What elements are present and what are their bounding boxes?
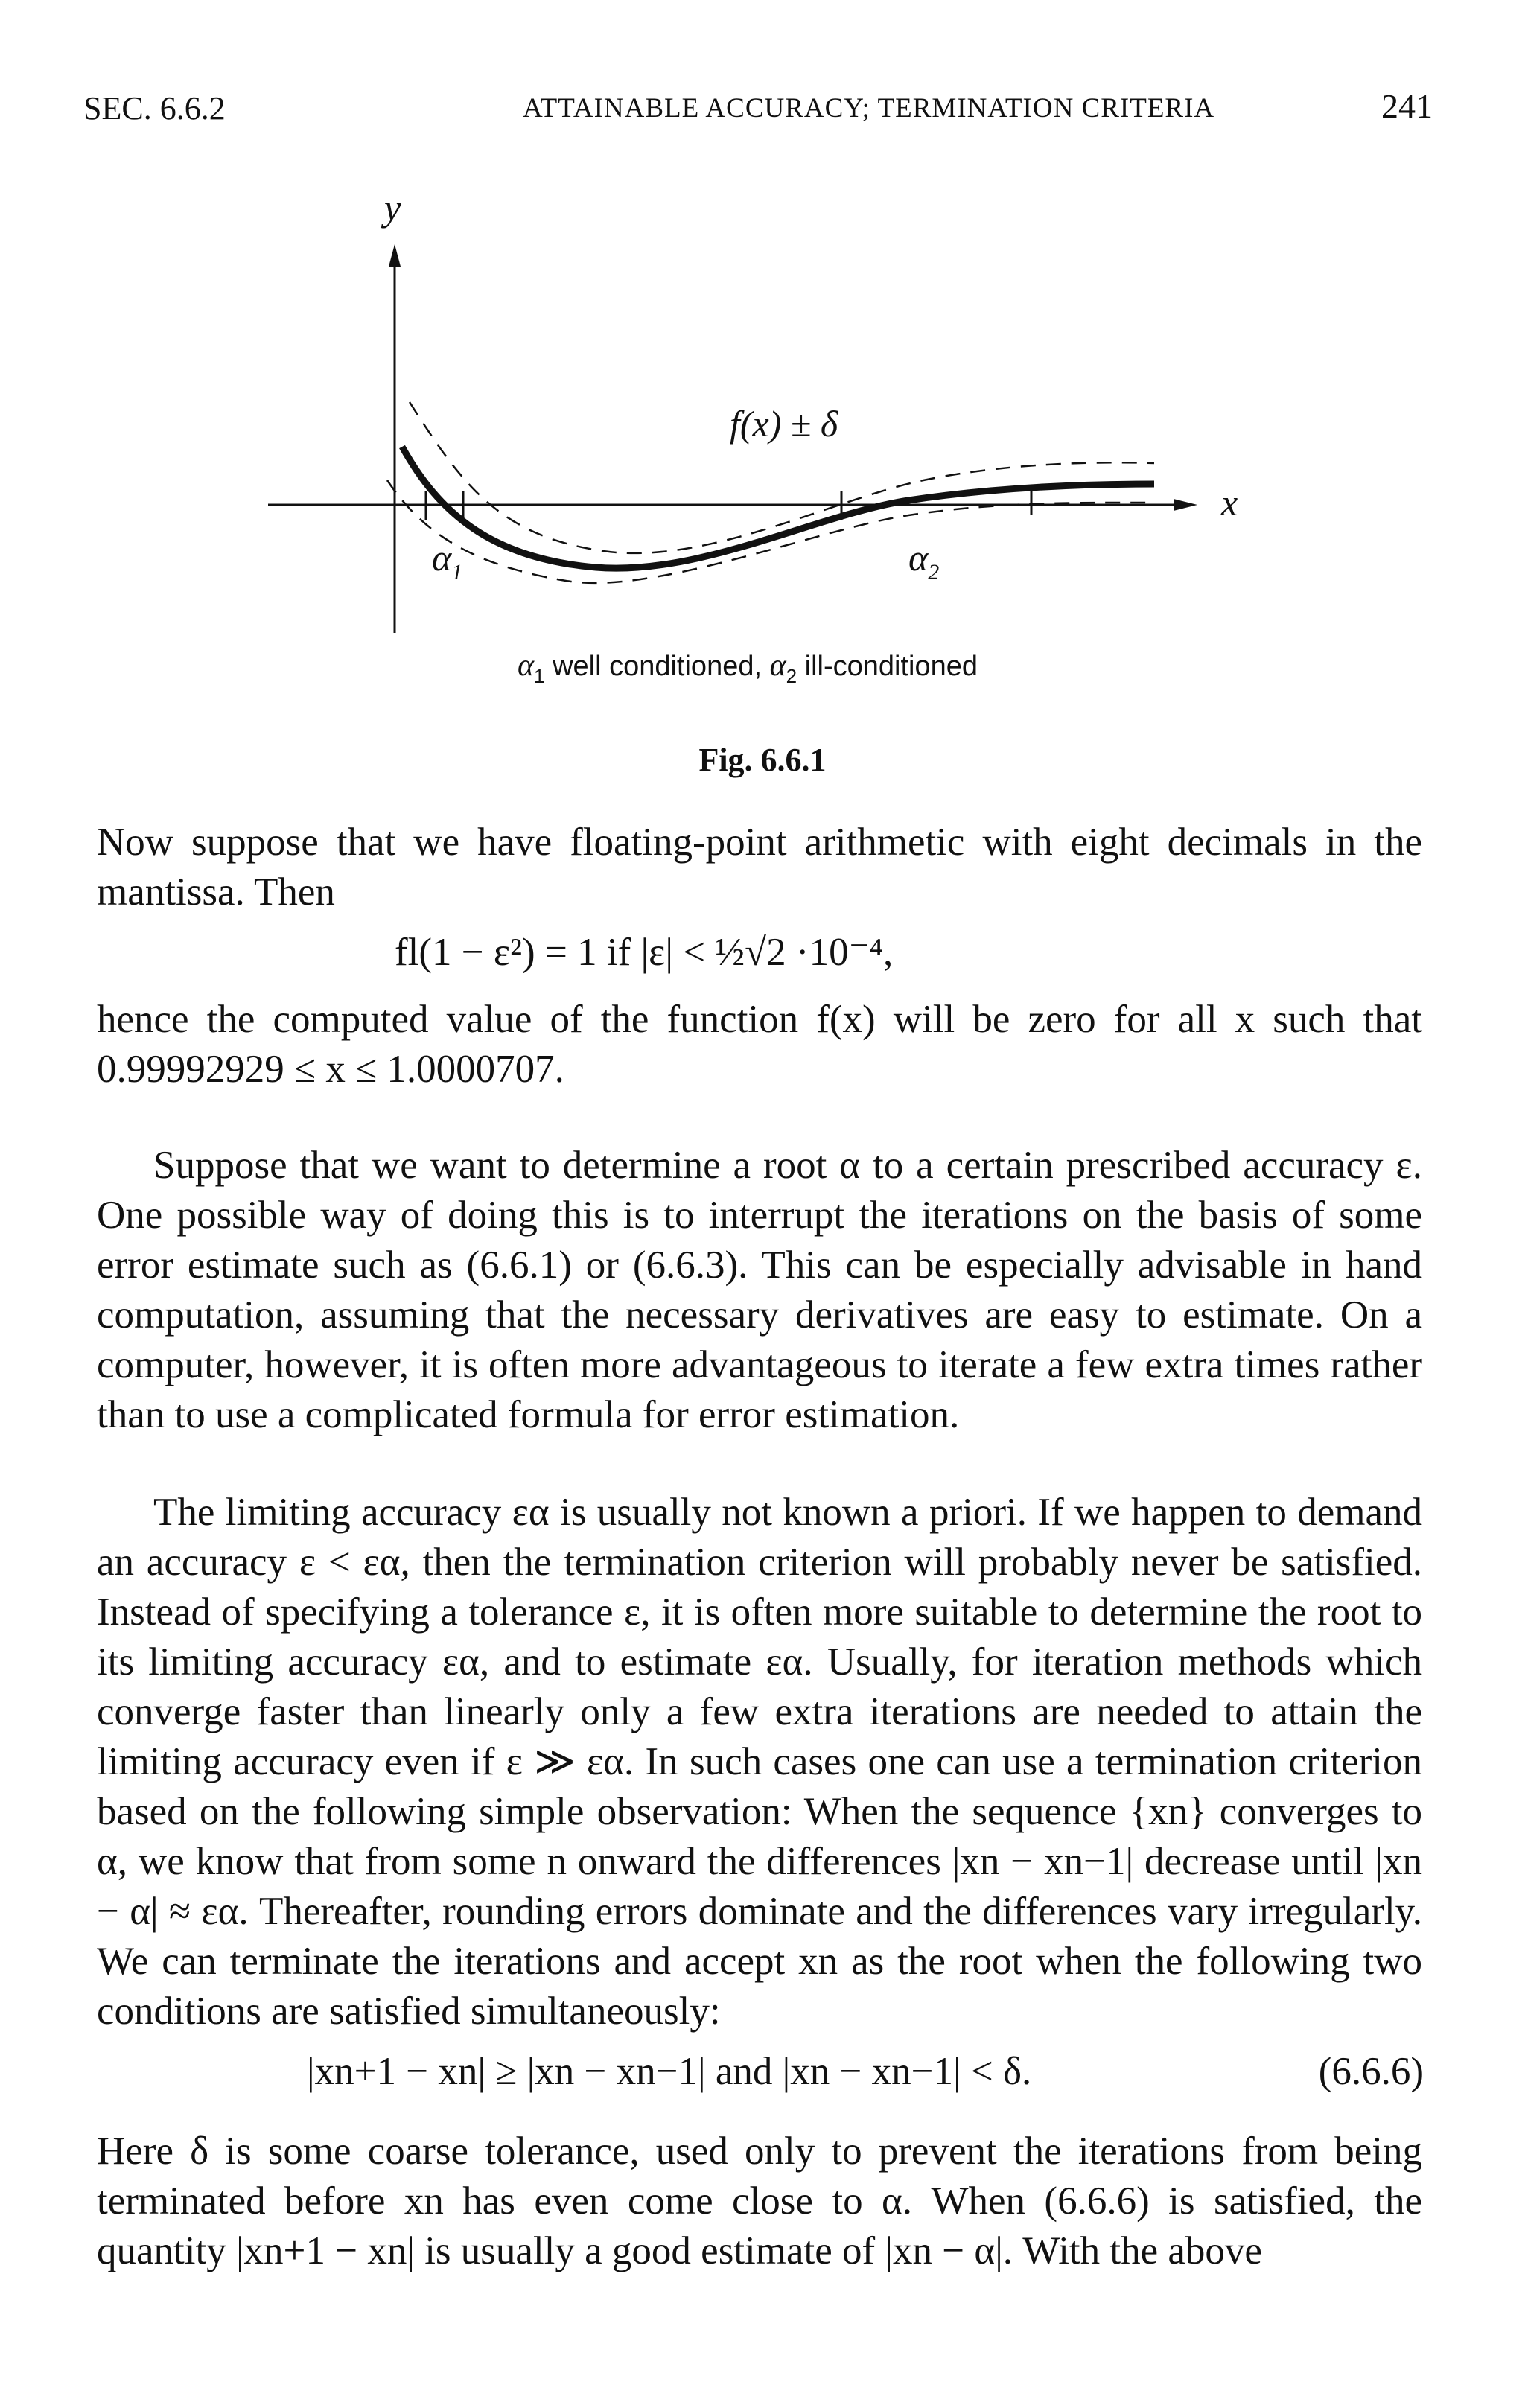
paragraph-4: Here δ is some coarse tolerance, used only to prevent the iterations from being terminated before xn has even come close to α. When (6.6.6) is satisfied, the quantity |xn+1 − xn| is usually a good estimate of |xn − α|. With the above	[97, 2130, 1422, 2272]
y-axis-arrow	[389, 244, 401, 267]
root2-label	[908, 536, 939, 585]
caption-text1: well conditioned,	[544, 651, 770, 682]
equation-6-6-6: |xn+1 − xn| ≥ |xn − xn−1| and |xn − xn−1| < δ.	[307, 2050, 1032, 2093]
running-head	[83, 83, 1433, 136]
caption-sub2: 2	[786, 665, 797, 687]
paragraph-2: Suppose that we want to determine a root α to a certain prescribed accuracy ε. One possible way of doing this is to interrupt the iterations on the basis of some error estimate such as (6.6.1) or (6.6.3). This can be especially advisable in hand computation, assuming that the necessary derivatives are easy to estimate. On a computer, however, it is often more advantageous to iterate a few extra times rather than to use a complicated formula for error estimation.	[97, 1144, 1422, 1436]
x-axis-arrow	[1174, 499, 1197, 511]
figure-6-6-1	[253, 186, 1296, 707]
chapter-title: ATTAINABLE ACCURACY; TERMINATION CRITERIA	[523, 93, 1215, 124]
equation-number: (6.6.6)	[1318, 2050, 1424, 2093]
figure-number: Fig. 6.6.1	[698, 742, 827, 778]
root1-subscript: 1	[451, 560, 463, 585]
caption-alpha2: α	[769, 649, 786, 683]
x-axis-label: x	[1221, 482, 1238, 523]
caption-alpha1: α	[518, 649, 535, 683]
paragraph-1b: hence the computed value of the function f(x) will be zero for all x such that 0.99992929 ≤ x ≤ 1.0000707.	[97, 998, 1422, 1091]
section-number: SEC. 6.6.2	[83, 90, 226, 127]
y-axis-label: y	[384, 187, 401, 229]
root2-subscript: 2	[928, 560, 940, 585]
paragraph-1: Now suppose that we have floating-point arithmetic with eight decimals in the mantissa. Then	[97, 821, 1422, 914]
root1-label	[432, 536, 462, 585]
caption-sub1: 1	[534, 665, 545, 687]
figure-inner-caption	[518, 648, 978, 688]
function-curve	[402, 447, 1154, 568]
root1-alpha: α	[432, 537, 452, 579]
paragraph-3: The limiting accuracy εα is usually not known a priori. If we happen to demand an accuracy ε < εα, then the termination criterion will probably never be satisfied. Instead of specifying a tolerance ε, it is often more suitable to determine the root to its limiting accuracy εα, and to estimate εα. Usually, for iteration methods which converge faster than linearly only a few extra iterations are needed to attain the limiting accuracy even if ε ≫ εα. In such cases one can use a termination criterion based on the following simple observation: When the sequence {xn} converges to α, we know that from some n onward the differences |xn − xn−1| decrease until |xn − α| ≈ εα. Thereafter, rounding errors dominate and the differences vary irregularly. We can terminate the iterations and accept xn as the root when the following two conditions are satisfied simultaneously:	[97, 1491, 1422, 2033]
caption-text2: ill-conditioned	[797, 651, 978, 682]
curve-label: f(x) ± δ	[730, 403, 838, 445]
root2-alpha: α	[908, 537, 929, 579]
equation-fl: fl(1 − ε²) = 1 if |ε| < ½√2 ·10⁻⁴,	[395, 931, 894, 974]
page-number: 241	[1381, 87, 1433, 125]
lower-tolerance-curve	[387, 480, 1154, 583]
